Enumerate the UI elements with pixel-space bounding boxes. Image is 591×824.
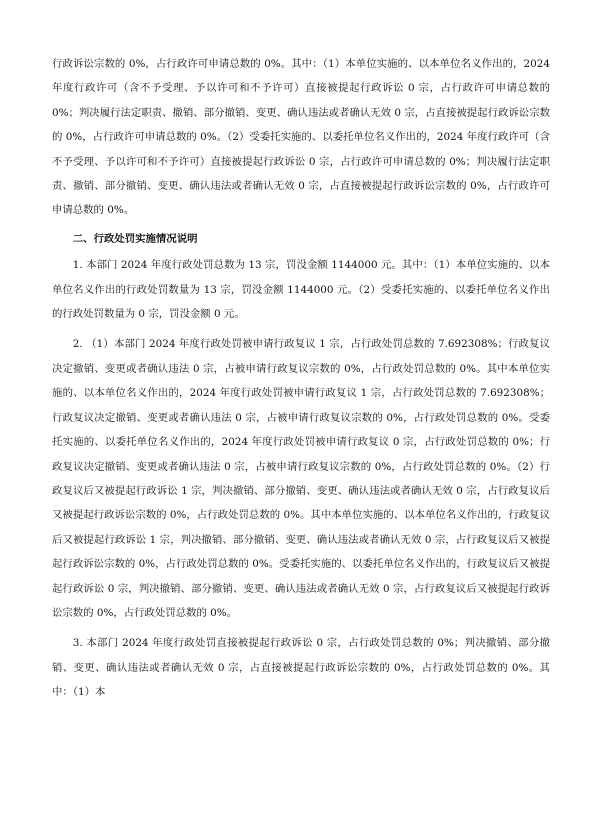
paragraph-item-1: 1. 本部门 2024 年度行政处罚总数为 13 宗，罚没金额 1144000 元。其中：（1）本单位实施的、以本单位名义作出的行政处罚数量为 13 宗，罚没金额 1144000 元。（2）受委托实施的、以委托单位名义作出的行政处罚数量为 0 宗，罚没金额 0 元。 bbox=[52, 259, 550, 321]
paragraph-item-2: 2. （1）本部门 2024 年度行政处罚被申请行政复议 1 宗，占行政处罚总数的 7.692308%；行政复议决定撤销、变更或者确认违法 0 宗，占被申请行政复议宗数的 0%，占行政处罚总数的 0%。其中本单位实施的、以本单位名义作出的，2024 年度行政处罚被申请行政复议 1 宗，占行政处罚总数的 7.692308%；行政复议决定撤销、变更或者确认违法 0 宗，占被申请行政复议宗数的 0%，占行政处罚总数的 0%。受委托实施的、以委托单位名义作出的，2024 年度行政处罚被申请行政复议 0 宗，占行政处罚总数的 0%；行政复议决定撤销、变更或者确认违法 0 宗，占被申请行政复议宗数的 0%，占行政处罚总数的 0%。（2）行政复议后又被提起行政诉讼 1 宗，判决撤销、部分撤销、变更、确认违法或者确认无效 0 宗，占行政复议后又被提起行政诉讼宗数的 0%，占行政处罚总数的 0%。其中本单位实施的、以本单位名义作出的，行政复议后又被提起行政诉讼 1 宗，判决撤销、部分撤销、变更、确认违法或者确认无效 0 宗，占行政复议后又被提起行政诉讼宗数的 0%，占行政处罚总数的 0%。受委托实施的、以委托单位名义作出的，行政复议后又被提起行政诉讼 0 宗，判决撤销、部分撤销、变更、确认违法或者确认无效 0 宗，占行政复议后又被提起行政诉讼宗数的 0%，占行政处罚总数的 0%。 bbox=[52, 338, 550, 619]
paragraph-item-3: 3. 本部门 2024 年度行政处罚直接被提起行政诉讼 0 宗，占行政处罚总数的 0%；判决撤销、部分撤销、变更、确认违法或者确认无效 0 宗，占直接被提起行政诉讼宗数的 0%，占行政处罚总数的 0%。其中：（1）本 bbox=[52, 637, 550, 699]
paragraph-continuation: 行政诉讼宗数的 0%，占行政许可申请总数的 0%。其中：（1）本单位实施的、以本单位名义作出的，2024 年度行政许可（含不予受理、予以许可和不予许可）直接被提起行政诉讼 0 宗，占行政许可申请总数的 0%；判决履行法定职责、撤销、部分撤销、变更、确认违法或者确认无效 0 宗，占直接被提起行政诉讼宗数的 0%，占行政许可申请总数的 0%。（2）受委托实施的、以委托单位名义作出的，2024 年度行政许可（含不予受理、予以许可和不予许可）直接被提起行政诉讼 0 宗，占行政许可申请总数的 0%；判决履行法定职责、撤销、部分撤销、变更、确认违法或者确认无效 0 宗，占直接被提起行政诉讼宗数的 0%，占行政许可申请总数的 0%。 bbox=[52, 58, 550, 217]
document-body bbox=[52, 52, 550, 711]
section-heading: 二、行政处罚实施情况说明 bbox=[72, 232, 198, 245]
